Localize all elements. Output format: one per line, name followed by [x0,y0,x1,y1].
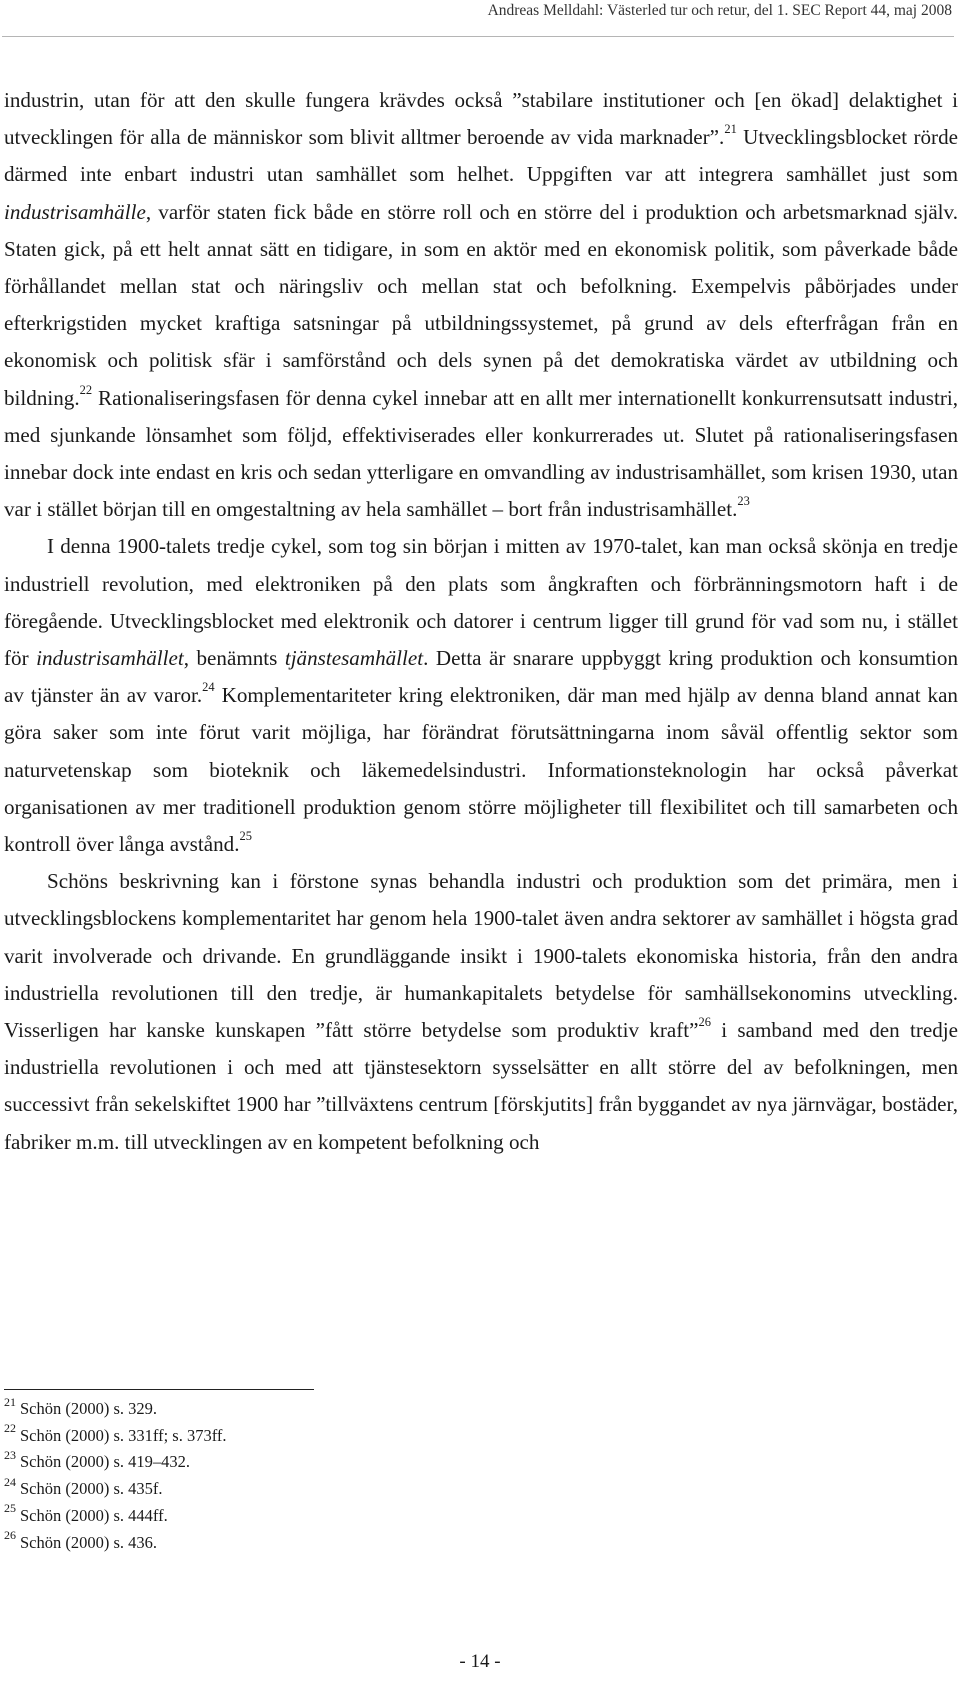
footnote-25 [4,1503,227,1530]
footnote-21 [4,1396,227,1423]
text-run: . Detta är snarare uppbyggt kring produktion och konsumtion av tjänster än av varor. [4,646,959,708]
footnote-23 [4,1449,227,1476]
italic-term: industrisamhälle [4,199,146,224]
footnote-reference: 21 [724,122,737,137]
italic-term: industrisamhället [36,646,184,671]
footnote-reference: 24 [202,680,215,695]
footnote-26 [4,1530,227,1557]
paragraph-1 [4,82,958,528]
italic-term: tjänstesamhället [284,646,424,671]
text-run: industrin, utan för att den skulle fungera krävdes också ”stabilare institutioner och [en ökad] delaktighet i utvecklingen för alla de människor som blivit alltmer beroende av vida marknader”. [4,88,958,150]
footnote-22 [4,1423,227,1450]
running-header: Andreas Melldahl: Västerled tur och retur, del 1. SEC Report 44, maj 2008 [487,2,952,19]
footnote-divider [4,1389,314,1390]
footnote-number: 22 [4,1421,16,1436]
footnote-number: 23 [4,1447,16,1462]
footnote-text: Schön (2000) s. 419–432. [20,1452,191,1472]
page-number: - 14 - [459,1651,501,1672]
footnote-24 [4,1476,227,1503]
footnote-number: 24 [4,1474,16,1489]
footnote-text: Schön (2000) s. 436. [20,1532,158,1552]
text-run: Schöns beskrivning kan i förstone synas behandla industri och produktion som det primära, men i utvecklingsblockens komplementaritet har genom hela 1900-talet även andra sektorer av samhället i högsta grad varit involverade och drivande. En grundläggande insikt i 1900-talets ekonomiska historia, från den andra industriella revolutionen till den tredje, är humankapitalets betydelse för samhällsekonomins utveckling. Visserligen har kanske kunskapen ”fått större betydelse som produktiv kraft” [4,869,958,1043]
footnote-text: Schön (2000) s. 444ff. [20,1505,168,1525]
footnote-number: 26 [4,1528,16,1543]
footnote-reference: 25 [239,829,252,844]
text-run: i samband med den tredje industriella revolutionen i och med att tjänstesektorn sysselsätter en allt större del av befolkningen, men successivt från sekelskiftet 1900 har ”tillväxtens centrum [förskjutits] från byggandet av nya järnvägar, bostäder, fabriker m.m. till utvecklingen av en kompetent befolkning och [4,1018,958,1154]
footnote-text: Schön (2000) s. 331ff; s. 373ff. [20,1425,227,1445]
paragraph-3 [4,863,958,1161]
footnote-reference: 26 [698,1015,711,1030]
text-run: I denna 1900-talets tredje cykel, som tog sin början i mitten av 1970-talet, kan man också skönja en tredje industriell revolution, med elektroniken på den plats som ångkraften och förbränningsmotorn haft i de föregående. Utvecklingsblocket med elektronik och datorer i centrum ligger till grund för vad som nu, i stället för [4,534,958,671]
footnotes [4,1396,227,1556]
text-run: , varför staten fick både en större roll och en större del i produktion och arbetsmarknad själv. Staten gick, på ett helt annat sätt en tidigare, in som en aktör med en ekonomisk politik, som påverkade både förhållandet mellan stat och näringsliv och mellan stat och befolkning. Exempelvis påbörjades under efterkrigstiden mycket kraftiga satsningar på utbildningssystemet, på grund av dels efterfrågan från en ekonomisk och politisk sfär i samförstånd och dels synen på det demokratiska värdet av utbildning och bildning. [4,199,958,410]
footnote-text: Schön (2000) s. 435f. [20,1479,163,1499]
text-run: Komplementariteter kring elektroniken, där man med hjälp av denna bland annat kan göra saker som inte förut varit möjliga, har förändrat förutsättningarna inom såväl offentlig sektor som naturvetenskap som bioteknik och läkemedelsindustri. Informationsteknologin har också påverkat organisationen av mer traditionell produktion genom större möjligheter till flexibilitet och till samarbeten och kontroll över långa avstånd. [4,683,958,857]
body-text [4,82,958,1161]
footnote-text: Schön (2000) s. 329. [20,1399,158,1418]
footnote-number: 21 [4,1394,16,1409]
text-run: Rationaliseringsfasen för denna cykel innebar att en allt mer internationellt konkurrensutsatt industri, med sjunkande lönsamhet som följd, effektiviserades eller konkurrerades ut. Slutet på rationaliseringsfasen innebar dock inte endast en kris och sedan ytterligare en omvandling av industrisamhället, som krisen 1930, utan var i stället början till en omgestaltning av hela samhället – bort från industrisamhället. [4,385,958,522]
footnote-reference: 23 [737,494,750,509]
footnote-reference: 22 [79,382,93,397]
text-run: , benämnts [183,646,285,671]
paragraph-2 [4,528,958,863]
header-divider [2,36,954,37]
footnote-number: 25 [4,1501,16,1516]
text-run: Utvecklingsblocket rörde därmed inte enbart industri utan samhället som helhet. Uppgiften var att integrera samhället just som [4,125,958,187]
